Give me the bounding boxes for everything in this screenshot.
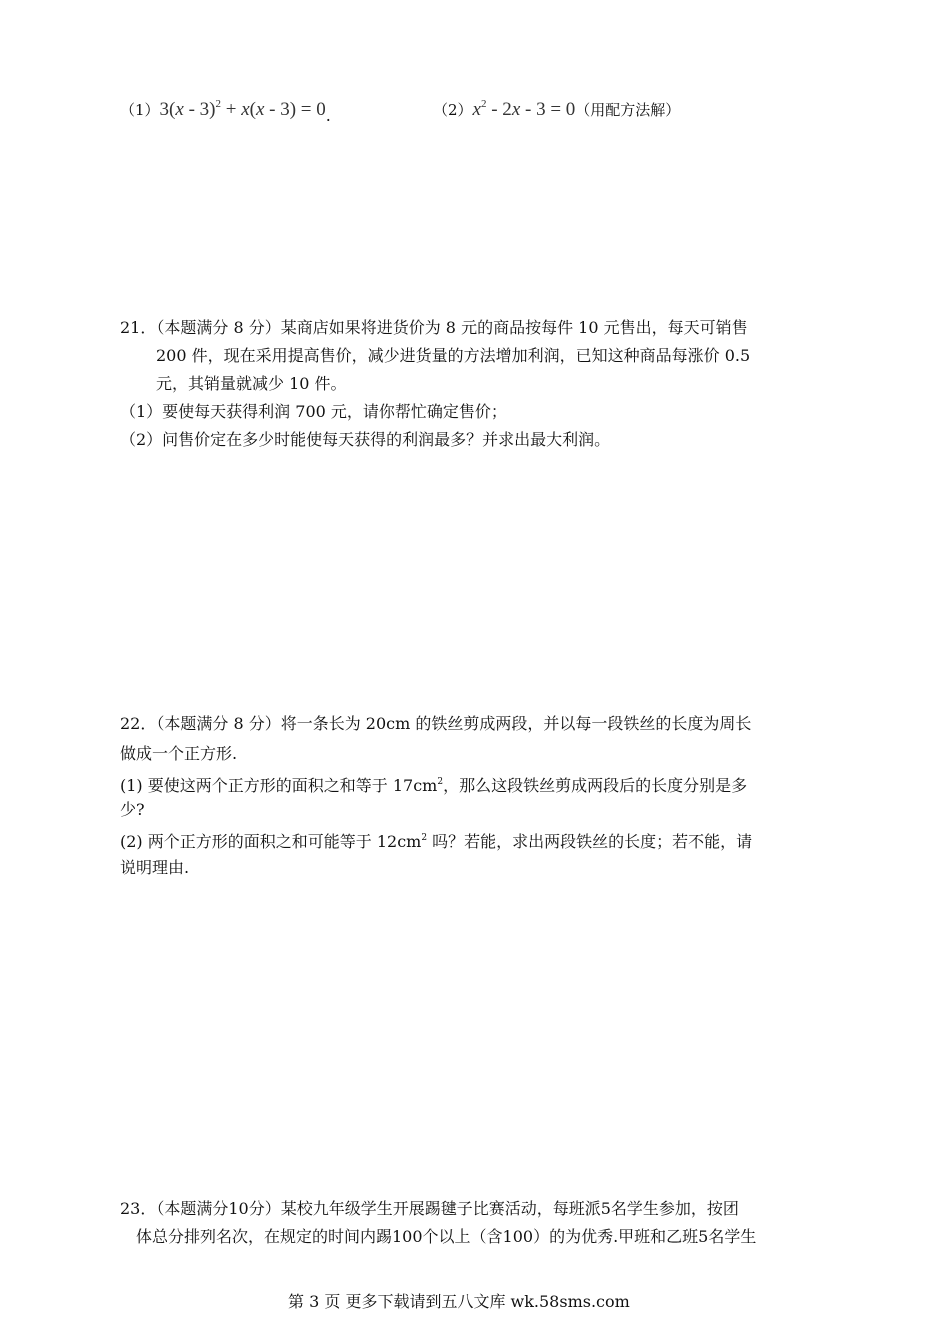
q23-line1: 23．（本题满分10分）某校九年级学生开展踢毽子比赛活动，每班派5名学生参加，按团 [120,1199,739,1218]
q20-part1-label: （1） [120,101,160,119]
q22-part1-cont: 少? [120,800,145,819]
q20-part2-note: （用配方法解） [575,101,681,119]
q22-line2: 做成一个正方形. [120,744,238,763]
q21-part2: （2）问售价定在多少时能使每天获得的利润最多？并求出最大利润。 [120,430,611,449]
q21-line3: 元，其销量就减少 10 件。 [156,374,347,393]
q20-part1-period: . [325,106,331,125]
q21-part1: （1）要使每天获得利润 700 元，请你帮忙确定售价； [120,402,507,421]
q20-part1 [120,94,331,125]
q23-line2: 体总分排列名次，在规定的时间内踢100个以上（含100）的为优秀.甲班和乙班5名学生 [136,1227,757,1246]
q21-line2: 200 件，现在采用提高售价，减少进货量的方法增加利润，已知这种商品每涨价 0.5 [156,346,751,365]
q22-part2: (2) 两个正方形的面积之和可能等于 $12cm^2$ 吗？若能，求出两段铁丝的长度；若不能，请 [120,832,753,851]
page-footer: 第 3 页 更多下载请到五八文库 wk.58sms.com [288,1292,630,1311]
q22-part1: (1) 要使这两个正方形的面积之和等于 $17cm^2$，那么这段铁丝剪成两段后的长度分别是多 [120,776,748,795]
q20-part2-equation: $x^2 - 2x - 3 = 0$ [472,98,576,120]
q20-part1-equation: 3(x - 3)$^2$ + x(x - 3) = 0 [159,98,326,120]
q20-part2-label: （2） [433,101,473,119]
q21-line1: 21．（本题满分 8 分）某商店如果将进货价为 8 元的商品按每件 10 元售出，每天可销售 [120,318,748,337]
q20-part2 [433,94,680,120]
q22-part2-cont: 说明理由. [120,858,190,877]
q22-line1: 22．（本题满分 8 分）将一条长为 20cm 的铁丝剪成两段，并以每一段铁丝的长度为周长 [120,714,752,733]
